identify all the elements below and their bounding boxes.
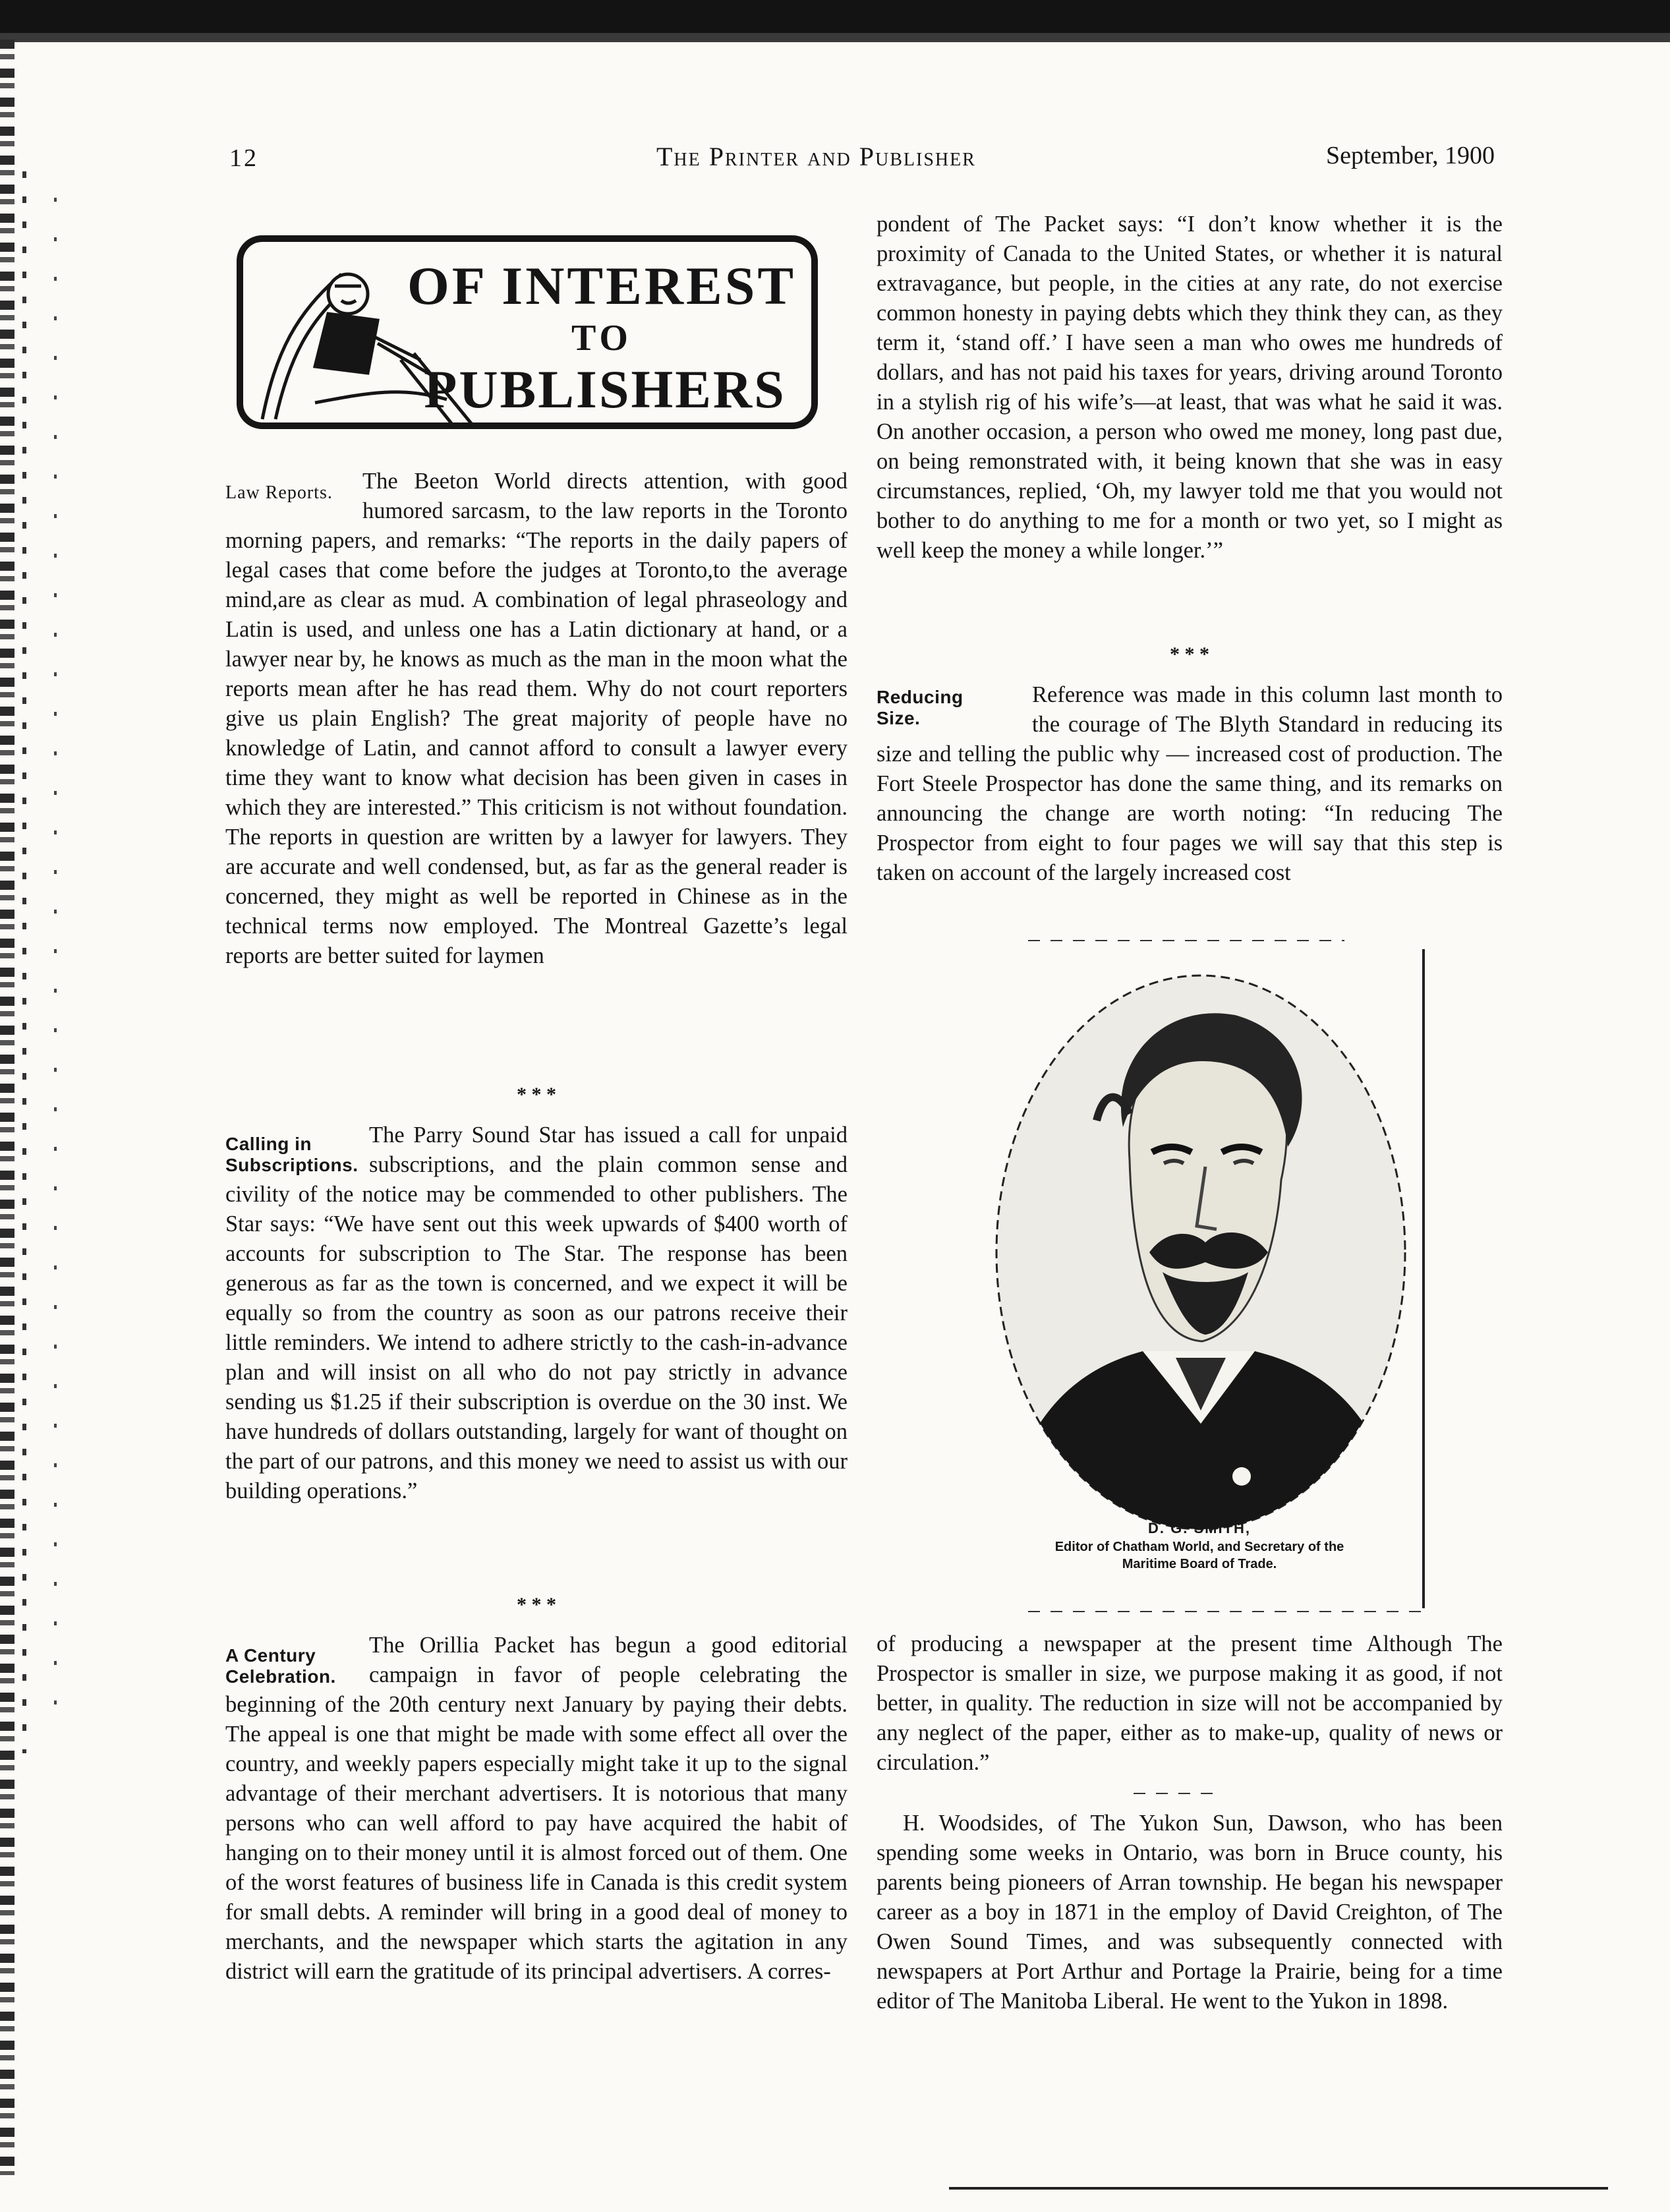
reducing-size-heading-line-2: Size.: [877, 708, 921, 728]
section-separator: * * *: [517, 1594, 556, 1615]
issue-date: September, 1900: [1326, 142, 1495, 169]
reducing-size-heading: [877, 687, 1027, 729]
scan-top-border: [0, 0, 1670, 33]
woodsides-separator: [1134, 1793, 1213, 1794]
century-body: The Orillia Packet has begun a good editorial campaign in favor of people celebrating the beginning of the 20th century next January by paying their debts. The appeal is one that might be made with some effect all over the country, and weekly papers especially might take it up to the signal advantage of their merchant advertisers. It is notorious that many persons who can well afford to pay have acquired the habit of hanging on to their money until it is almost forced out of them. One of the worst features of business life in Canada is this credit system for small debts. A reminder will bring in a good deal of money to merchants, and the newspaper which starts the agitation in any district will earn the gratitude of its principal advertisers. A corres-: [225, 1633, 848, 1984]
scan-binding-edge: [0, 40, 14, 2175]
scan-binding-marks-inner: [54, 198, 57, 1714]
banner-line-3: PUBLISHERS: [424, 359, 786, 419]
century-section: [225, 1631, 848, 1987]
portrait-caption-line-1: Editor of Chatham World, and Secretary of the: [1054, 1540, 1344, 1554]
calling-in-section: [225, 1121, 848, 1506]
reducing-size-continued-body: of producing a newspaper at the present time Although The Prospector is smaller in size, we purpose making it as good, if not better, in quality. The reduction in size will not be accompanied by any neglect of the paper, either as to make-up, quality of news or circulation.”: [877, 1631, 1503, 1775]
law-reports-heading: Law Reports.: [225, 482, 333, 503]
reducing-size-heading-line-1: Reducing: [877, 687, 964, 707]
century-heading-line-2: Celebration.: [225, 1666, 336, 1687]
of-interest-to-publishers-banner: [236, 235, 819, 430]
portrait-d-g-smith: [978, 962, 1424, 1595]
century-continued-body: pondent of The Packet says: “I don’t know whether it is the proximity of Canada to the United States, or whether it is natural extravagance, but people, in the cities at any rate, do not exercise common honesty in paying debts which they think they can, as they term it, ‘stand off.’ I have seen a man who owes me hundreds of dollars, and has not paid his taxes for years, driving around Toronto in a stylish rig of his wife’s—at least, that was what he said it was. On another occasion, a person who owed me money, long past due, on being remonstrated with, it being known that she was in easy circumstances, replied, ‘Oh, my lawyer told me that you would not bother to do anything to me for a month or two yet, so I might as well keep the money a while longer.’”: [877, 212, 1503, 563]
scan-binding-marks: [22, 171, 26, 1753]
page-number: 12: [229, 144, 258, 172]
woodsides-body: H. Woodsides, of The Yukon Sun, Dawson, who has been spending some weeks in Ontario, was born in Bruce county, his parents being pioneers of Arran township. He began his newspaper career as a boy in 1871 in the employ of David Creighton, of The Owen Sound Times, and was subsequently connected with newspapers at Port Arthur and Portage la Prairie, being for a time editor of The Manitoba Liberal. He went to the Yukon in 1898.: [877, 1811, 1503, 2014]
reducing-size-section: [877, 680, 1503, 888]
calling-in-heading: [225, 1134, 364, 1176]
section-separator: * * *: [1170, 643, 1209, 665]
portrait-caption: [890, 1519, 1509, 1573]
law-reports-body: The Beeton World directs attention, with good humored sarcasm, to the law reports in the Toronto morning papers, and remarks: “The reports in the daily papers of legal cases that come before the judges at Toronto,to the average mind,are as clear as mud. A combination of legal phraseology and Latin is used, and unless one has a Latin dictionary at hand, or a lawyer near by, he knows as much as the man in the moon what the reports mean after he has read them. Why do not court reporters give us plain English? The great majority of people have no knowledge of Latin, and cannot afford to consult a lawyer every time they want to know what decision has been given in cases in which they are interested.” This criticism is not without foundation. The reports in question are written by a lawyer for lawyers. They are accurate and well condensed, but, as far as the general reader is concerned, they might as well be reported in Chinese as in the technical terms now employed. The Montreal Gazette’s legal reports are better suited for laymen: [225, 469, 848, 968]
law-reports-section: [225, 467, 848, 971]
calling-in-heading-line-1: Calling in: [225, 1134, 312, 1154]
section-separator: * * *: [517, 1084, 556, 1105]
portrait-top-rule: [1028, 940, 1344, 941]
woodsides-section: [877, 1809, 1503, 2016]
calling-in-body: The Parry Sound Star has issued a call for unpaid subscriptions, and the plain common sense and civility of the notice may be commended to other publishers. The Star says: “We have sent out this week upwards of $400 worth of accounts for subscription to The Star. The response has been generous as far as the town is concerned, and we expect it will be equally so from the country as soon as our patrons receive their little reminders. We intend to adhere strictly to the cash-in-advance plan and will insist on all who do not pay strictly in advance sending us $1.25 if their subscription is overdue on the 30 inst. We have hundreds of dollars outstanding, largely for want of thought on the part of our patrons, and this money we need to assist us with our building operations.”: [225, 1122, 848, 1503]
reducing-size-continued-section: [877, 1629, 1503, 1778]
scan-top-border-strip: [0, 33, 1670, 42]
banner-line-2: TO: [571, 318, 632, 359]
running-title: The Printer and Publisher: [656, 142, 976, 171]
left-column: [225, 467, 848, 2095]
portrait-caption-line-2: Maritime Board of Trade.: [1122, 1557, 1277, 1571]
century-continued-section: [877, 210, 1503, 566]
portrait-name: D. G. SMITH,: [1148, 1520, 1251, 1536]
scan-bottom-rule: [949, 2187, 1608, 2190]
century-heading: [225, 1645, 364, 1687]
reducing-size-body: Reference was made in this column last month to the courage of The Blyth Standard in reducing its size and telling the public why — increased cost of production. The Fort Steele Prospector has done the same thing, and its remarks on announcing the change are worth noting: “In reducing The Prospector from eight to four pages we will say that this step is taken on account of the largely increased cost: [877, 682, 1503, 885]
century-heading-line-1: A Century: [225, 1645, 316, 1666]
banner-line-1: OF INTEREST: [407, 256, 797, 316]
calling-in-heading-line-2: Subscriptions.: [225, 1155, 359, 1175]
portrait-bottom-rule: [1028, 1611, 1424, 1612]
